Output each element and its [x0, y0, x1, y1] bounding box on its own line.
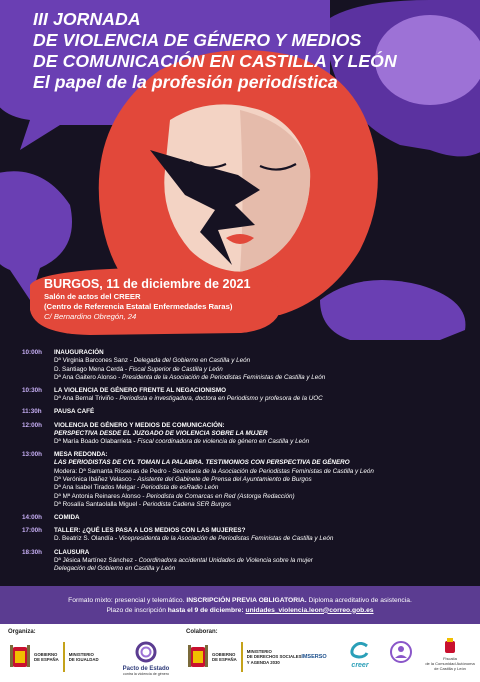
title-line-1: III JORNADA — [33, 9, 141, 29]
speaker-name: D. Santiago Mena Cerdá — [54, 365, 124, 373]
separator: - — [166, 467, 173, 475]
title-line-3: DE COMUNICACIÓN EN CASTILLA Y LEÓN — [33, 51, 397, 71]
program-speaker — [54, 493, 464, 501]
divider-2 — [241, 642, 243, 672]
speaker-name: Dª Mª Antonia Reinares Alonso — [54, 492, 141, 500]
speaker-role: Vicepresidenta de la Asociación de Periodistas Feministas de Castilla y León — [118, 535, 334, 543]
program-speaker — [54, 468, 464, 476]
speaker-name: D. Beatriz S. Olandía — [54, 535, 114, 543]
speaker-name: Dª Jésica Martínez Sánchez — [54, 556, 133, 564]
speaker-name: Dª Ana Gaitero Alonso — [54, 373, 117, 381]
program-speaker — [54, 476, 464, 484]
program-time: 11:30h — [22, 408, 42, 416]
separator: - — [123, 365, 129, 373]
separator: - — [113, 395, 120, 403]
program-details — [54, 451, 464, 509]
deadline-line — [0, 606, 480, 616]
separator: - — [137, 500, 143, 508]
speaker-name: Dª Ana Bernal Triviño — [54, 395, 114, 403]
program-title: LA VIOLENCIA DE GÉNERO FRENTE AL NEGACIONISMO — [54, 387, 227, 394]
diploma-text: Diploma acreditativo de asistencia. — [308, 597, 412, 604]
program-time: 10:00h — [22, 349, 42, 356]
program-time: 10:30h — [22, 387, 42, 394]
pacto-text: Pacto de Estado — [122, 666, 170, 672]
separator: - — [116, 373, 123, 381]
logo-fiscalia — [424, 638, 476, 671]
colaboran-label: Colaboran: — [186, 629, 218, 635]
format-text: Formato mixto: presencial y telemático. — [68, 597, 185, 604]
creer-text: creer — [351, 662, 369, 669]
program-speaker — [54, 535, 464, 543]
program-time: 14:00h — [22, 514, 42, 522]
deadline-date: hasta el 9 de diciembre: — [167, 606, 244, 614]
program-title: CLAUSURA — [54, 548, 90, 556]
fiscalia-text: Fiscalía de la Comunidad Autónoma de Castilla y León — [425, 656, 475, 671]
program-details — [54, 387, 464, 404]
program-subtitle: LAS PERIODISTAS DE CYL TOMAN LA PALABRA. TESTIMONIOS CON PERSPECTIVA DE GÉNERO — [54, 459, 350, 467]
program-speaker — [54, 395, 464, 403]
pacto-subtext: contra la violencia de género — [123, 672, 169, 676]
program-schedule — [0, 340, 480, 586]
divider — [63, 642, 65, 672]
speaker-name: Dª Ana Isabel Tirados Melgar — [54, 484, 136, 492]
venue-description: (Centro de Referencia Estatal Enfermedades Raras) — [44, 302, 233, 311]
program-details — [54, 514, 464, 522]
fiscalia-crest-icon — [443, 638, 457, 654]
speaker-name: Dª Verónica Ibáñez Velasco — [54, 476, 132, 484]
program-speaker — [54, 484, 464, 492]
program-time: 17:00h — [22, 527, 42, 535]
program-speaker — [54, 374, 464, 382]
speaker-role: Presidenta de la Asociación de Periodistas Feministas de Castilla y León — [122, 373, 326, 381]
program-speaker — [54, 501, 464, 509]
program-time: 12:00h — [22, 421, 42, 429]
speaker-name: Dª Rosalía Santaolalla Miguel — [54, 500, 138, 508]
speaker-name: Dª María Boado Olabarrieta — [54, 438, 132, 446]
venue-address: C/ Bernardino Obregón, 24 — [44, 312, 137, 321]
program-speaker — [54, 357, 464, 365]
program-details — [54, 422, 464, 447]
organiza-label: Organiza: — [8, 629, 36, 635]
speaker-role: Periodista de esRadio León — [141, 484, 219, 492]
speaker-role: Periodista Cadena SER Burgos — [142, 500, 232, 508]
program-details — [54, 408, 464, 416]
program-speaker — [54, 366, 464, 374]
coat-of-arms-icon-2 — [188, 643, 208, 671]
registration-email-link[interactable]: unidades_violencia.leon@correo.gob.es — [245, 606, 374, 614]
program-title: COMIDA — [54, 514, 80, 522]
logo-ministerio-igualdad — [10, 640, 99, 674]
ministry-text-2: MINISTERIO DE DERECHOS SOCIALES Y AGENDA 2030 — [246, 649, 302, 665]
program-details — [54, 549, 464, 574]
speaker-name: Dª Virginia Barcones Sanz — [54, 357, 128, 365]
program-time: 13:00h — [22, 451, 42, 459]
women-circle-icon — [389, 640, 413, 664]
separator: - — [132, 556, 139, 564]
separator: - — [131, 438, 138, 446]
gov-text-1: GOBIERNO DE ESPAÑA — [34, 651, 59, 662]
logo-ministerio-derechos-sociales — [188, 640, 301, 674]
deadline-prefix: Plazo de inscripción — [106, 606, 166, 614]
speaker-role: Fiscal coordinadora de violencia de género en Castilla y León — [137, 438, 310, 446]
creer-swirl-icon — [349, 642, 371, 660]
speaker-role: Delegación del Gobierno en Castilla y León — [54, 565, 176, 573]
program-title: MESA REDONDA: — [54, 451, 108, 459]
separator: - — [131, 476, 138, 484]
ministry-text-1: MINISTERIO DE IGUALDAD — [68, 651, 99, 662]
program-speaker — [54, 565, 464, 573]
illustration-area — [0, 0, 480, 340]
speaker-name: Modera: Dª Samanta Rioseras de Pedro — [54, 467, 167, 475]
gov-text-2: GOBIERNO DE ESPAÑA — [212, 651, 237, 662]
speaker-role: Asistente del Gabinete de Prensa del Ayuntamiento de Burgos — [137, 476, 312, 484]
venue-name: Salón de actos del CREER — [44, 292, 141, 301]
program-speaker — [54, 557, 464, 565]
separator: - — [135, 484, 142, 492]
registration-info — [0, 586, 480, 624]
logo-creer — [340, 642, 380, 669]
pacto-ring-icon — [134, 640, 158, 664]
separator: - — [113, 535, 119, 543]
logo-pacto-estado — [118, 640, 174, 676]
logo-imserso: IMSERSO — [301, 654, 327, 660]
program-details — [54, 527, 464, 544]
speaker-role: Coordinadora accidental Unidades de Violencia sobre la mujer — [138, 556, 313, 564]
registration-required: INSCRIPCIÓN PREVIA OBLIGATORIA. — [186, 597, 307, 604]
program-title: PAUSA CAFÉ — [54, 408, 95, 416]
format-line — [0, 596, 480, 606]
program-time: 18:30h — [22, 548, 42, 556]
separator: - — [140, 492, 147, 500]
sponsor-logos — [0, 624, 480, 682]
program-title: INAUGURACIÓN — [54, 349, 104, 356]
event-date: BURGOS, 11 de diciembre de 2021 — [44, 277, 251, 291]
event-info — [44, 276, 284, 322]
program-title: TALLER: ¿QUÉ LES PASA A LOS MEDIOS CON LAS MUJERES? — [54, 527, 246, 535]
coat-of-arms-icon — [10, 643, 30, 671]
speaker-role: Secretaria de la Asociación de Periodistas Feministas de Castilla y León — [172, 467, 374, 475]
speaker-role: Fiscal Superior de Castilla y León — [128, 365, 223, 373]
title-line-2: DE VIOLENCIA DE GÉNERO Y MEDIOS — [33, 30, 362, 50]
program-title: VIOLENCIA DE GÉNERO Y MEDIOS DE COMUNICACIÓN: — [54, 421, 225, 429]
speaker-role: Periodista de Comarcas en Red (Astorga Redacción) — [146, 492, 295, 500]
speaker-role: Periodista e investigadora, doctora en Periodismo y profesora de la UOC — [119, 395, 323, 403]
program-details — [54, 349, 464, 382]
logo-purple-circle — [386, 640, 416, 666]
program-speaker — [54, 438, 464, 446]
program-subtitle: PERSPECTIVA DESDE EL JUZGADO DE VIOLENCIA SOBRE LA MUJER — [54, 429, 268, 437]
subtitle: El papel de la profesión periodística — [33, 72, 338, 92]
speaker-role: Delegada del Gobierno en Castilla y León — [133, 357, 251, 365]
separator: - — [127, 357, 134, 365]
